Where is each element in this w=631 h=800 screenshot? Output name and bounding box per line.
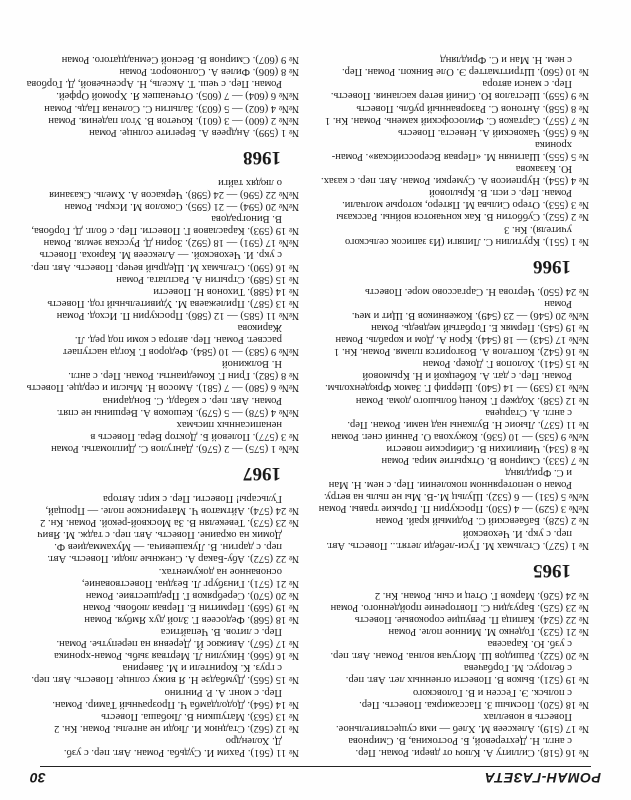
entry-line: №№ 11 (585) — 12 (586). Проскурин П. Исход. Роман bbox=[56, 309, 299, 321]
entry-continuation-line: рассвет. Роман. Пер. автора с коми под ред. Л. bbox=[74, 334, 282, 346]
entry-continuation-line: Пер. с литов. В. Чепайтиса bbox=[160, 626, 282, 638]
entry-line: № 6 (556). Чаковский А. Невеста. Повесть bbox=[398, 126, 589, 138]
issue-entry bbox=[317, 285, 589, 297]
entry-line: № 17 (567). Авижюс Й. Деревня на перепутье. Роман. bbox=[56, 638, 299, 650]
entry-line: №№ 2 (600) — 3 (601). Кочетов В. Угол падения. Роман bbox=[48, 114, 299, 126]
issue-entry bbox=[317, 601, 589, 613]
issue-entry bbox=[27, 565, 299, 589]
issue-entry bbox=[27, 685, 299, 709]
entry-line: № 15 (541). Холопов Г. Докер. Роман bbox=[422, 358, 589, 370]
entry-line: №№ 6 (604) — 7 (605). Отченашек Я. Хромой Орфей. bbox=[56, 90, 299, 102]
entry-continuation-line: с нем. Н. Ман и С. Фридлянд bbox=[440, 54, 572, 66]
issue-entry bbox=[27, 625, 299, 649]
issue-entry bbox=[27, 613, 299, 625]
entry-line: № 22 (572). Абу-Бакар А. Снежные люди. Повесть. Авт. bbox=[47, 553, 299, 565]
issue-entry bbox=[27, 114, 299, 126]
entry-continuation-line: В. Виноградова bbox=[211, 213, 282, 225]
entry-continuation-line: Жарикова bbox=[237, 322, 282, 333]
issue-entry bbox=[317, 406, 589, 430]
entry-line: № 24 (526). Марков Г. Отец и сын. Роман. Кн. 2 bbox=[374, 589, 589, 601]
issue-entry bbox=[317, 442, 589, 454]
entry-continuation-line: с белорус. М. Горбачева bbox=[463, 662, 572, 674]
entry-continuation-line: Д. Холендро bbox=[225, 734, 282, 746]
issue-entry bbox=[27, 200, 299, 212]
entry-line: №№ 9 (535) — 10 (536). Кожухова О. Ранний снег. Роман bbox=[331, 430, 589, 442]
entry-continuation-line: пер. с даргин. В. Лукашевича. — Мухаммадиев Ф. bbox=[54, 541, 282, 553]
entry-line: № 12 (538). Ходжер Г. Конец большого дома. Роман bbox=[355, 394, 589, 406]
issue-entry bbox=[317, 466, 589, 502]
issue-entry bbox=[317, 321, 589, 333]
entry-continuation-line: Роман bbox=[544, 297, 572, 309]
entry-continuation-line: Домик на окраине. Повесть. Авт. пер. с тадж. М. Явич bbox=[37, 529, 282, 541]
entry-continuation-line: основанное на документах. bbox=[158, 565, 282, 577]
entry-line: № 13 (587). Прилежаева М. Удивительный год. Повесть bbox=[47, 297, 299, 309]
issue-entry bbox=[27, 176, 299, 200]
entry-line: № 15 (565). Думбадзе Н. Я вижу солнце. Повесть. Авт. пер. bbox=[31, 674, 299, 686]
entry-continuation-line: Гульсары! Повести. Пер. с кирг. Автора bbox=[103, 493, 282, 505]
entry-continuation-line: Роман. Пер. с чеш. Т. Аксель, Н. Арсеньевой, Д. Горбова bbox=[26, 78, 282, 90]
entry-continuation-line: Пер. с манси автора bbox=[482, 78, 572, 90]
issue-entry bbox=[27, 393, 299, 417]
entry-line: №№ 5 (531) — 6 (532). Шульц М.-В. Мы не пыль на ветру. bbox=[324, 491, 589, 503]
page-number: 30 bbox=[30, 770, 46, 786]
issue-entry bbox=[317, 637, 589, 661]
entry-continuation-line: с груз. К. Коринтели и М. Заверина bbox=[122, 662, 282, 674]
issue-entry bbox=[317, 527, 589, 551]
entry-line: № 19 (593). Караславов Г. Повести. Пер. с болг. Д. Горбова, bbox=[31, 225, 299, 237]
entry-continuation-line: учителя). Кн. 3 bbox=[504, 223, 572, 235]
issue-entry bbox=[27, 528, 299, 564]
entry-line: № 17 (519). Алексеев М. Хлеб — имя существительное. bbox=[335, 722, 589, 734]
issue-entry bbox=[27, 102, 299, 114]
issue-entry bbox=[317, 661, 589, 685]
issue-entry bbox=[27, 722, 299, 734]
entry-line: № 16 (518). Силлиту А. Ключ от двери. Роман. Пер. bbox=[355, 747, 589, 758]
issue-entry bbox=[27, 53, 299, 65]
entry-continuation-line: хроника bbox=[535, 138, 572, 150]
issue-entry bbox=[27, 492, 299, 516]
entry-continuation-line: с англ. А. Старцева bbox=[485, 406, 572, 418]
entry-line: № 2 (552). Субботин В. Как кончаются войны. Рассказы bbox=[336, 211, 589, 223]
entry-line: № 24 (550). Чертова Н. Саргассово море. Повесть bbox=[365, 285, 589, 297]
entry-line: №№ 20 (594) — 21 (595). Соколов М. Искры. Роман bbox=[64, 201, 299, 213]
year-heading: 1965 bbox=[533, 559, 571, 581]
entry-line: № 9 (607). Смирнов В. Весной Семнадцатого. Роман bbox=[61, 54, 299, 66]
issue-entry bbox=[317, 297, 589, 321]
entry-line: № 14 (588). Тихонов Н. Повести bbox=[153, 285, 299, 297]
issue-entry bbox=[317, 430, 589, 442]
entry-line: №№ 13 (539) — 14 (540). Шерриф Г. Замок Фрюденхольм. bbox=[325, 382, 589, 394]
entry-line: №№ 9 (583) — 10 (584). Федоров Г. Когда наступает bbox=[62, 346, 299, 358]
issue-entry bbox=[27, 734, 299, 758]
issue-entry bbox=[317, 514, 589, 526]
entry-line: №№ 1 (575) — 2 (576). Дангулов С. Дипломаты. Роман bbox=[51, 442, 299, 454]
entry-line: № 8 (582). Грин Г. Комедианты. Роман. Пер. с англ. bbox=[68, 370, 299, 382]
issue-entry bbox=[27, 381, 299, 393]
issue-entry bbox=[317, 333, 589, 345]
year-heading: 1967 bbox=[243, 462, 281, 484]
entry-line: № 21 (571). Гинзбург Л. Бездна. Повествование, bbox=[81, 577, 299, 589]
issue-entry bbox=[27, 297, 299, 309]
entry-line: №№ 20 (546) — 23 (549). Кожевников В. Щит и меч. bbox=[351, 309, 589, 321]
entry-line: № 20 (570). Серебряков Г. Предшествие. Роман bbox=[85, 589, 299, 601]
issue-entry bbox=[317, 138, 589, 162]
entry-line: № 18 (568). Федосеев Г. Злой дух Ямбуя. Роман bbox=[84, 613, 299, 625]
entry-line: №№ 4 (602) — 5 (603). Залыгин С. Соленая Падь. Роман bbox=[44, 102, 299, 114]
entry-line: №№ 6 (580) — 7 (581). Амосов Н. Мысли и сердце. Повесть bbox=[26, 382, 299, 394]
issue-entry bbox=[27, 309, 299, 321]
year-heading: 1966 bbox=[533, 255, 571, 277]
issue-entry bbox=[317, 77, 589, 101]
entry-line: № 18 (520). Посмыш З. Пассажирка. Повесть. Пер. bbox=[359, 698, 589, 710]
entry-line: № 24 (574). Айтматов Ч. Материнское поле. — Прощай, bbox=[45, 505, 299, 517]
issue-entry bbox=[317, 589, 589, 601]
issue-entry bbox=[317, 454, 589, 466]
entry-line: № 2 (528). Бабаевский С. Родимый край. Роман bbox=[375, 515, 589, 527]
entry-line: № 11 (561). Рахим И. Судьба. Роман. Авт. пер. с узб. bbox=[63, 747, 299, 758]
entry-line: № 1 (551). Крутилин С. Липяги (Из записок сельского bbox=[345, 235, 589, 247]
issue-entry bbox=[317, 210, 589, 222]
entry-continuation-line: Н. Волжиной bbox=[221, 358, 282, 370]
entry-line: №№ 3 (529) — 4 (530). Проскурин П. Горькие травы. Роман bbox=[318, 503, 589, 515]
entry-line: № 8 (534). Чивилихин В. Сибирские повести bbox=[386, 442, 589, 454]
entry-continuation-line: Роман. Пер. с дат. А. Кобецкой и Н. Крымовой bbox=[362, 370, 572, 382]
entry-continuation-line: пер. с укр. И. Чеховской bbox=[462, 527, 572, 539]
entry-continuation-line: с укр. И. Чеховской. — Алексеев М. Карюха. Повесть bbox=[39, 249, 282, 261]
issue-entry bbox=[317, 126, 589, 138]
entry-continuation-line: и С. Фридлянд bbox=[505, 467, 572, 479]
entry-line: № 8 (606). Филев А. Солноворот. Роман bbox=[119, 66, 299, 78]
issue-entry bbox=[317, 114, 589, 126]
entry-line: № 16 (566). Никулин Л. Мертвая зыбь. Роман-хроника bbox=[54, 650, 299, 662]
entry-line: № 23 (525). Баруздин С. Повторение пройденного. Роман bbox=[330, 601, 589, 613]
issue-entry bbox=[317, 734, 589, 758]
entry-continuation-line: Роман. Пер. с исп. В. Крыловой bbox=[429, 187, 572, 199]
entry-continuation-line: о людях тайги bbox=[218, 176, 282, 188]
issue-entry bbox=[317, 625, 589, 637]
entry-line: №№ 17 (543) — 18 (544). Крон А. Дом и корабль. Роман bbox=[335, 334, 589, 346]
entry-continuation-line: с польск. Э. Гессен и В. Головского bbox=[412, 686, 572, 698]
issue-entry bbox=[317, 345, 589, 357]
entry-line: № 9 (559). Шесталов Ю. Синий ветер каслания. Повесть. bbox=[330, 90, 589, 102]
issue-entry bbox=[317, 222, 589, 246]
entry-line: № 4 (554). Нурпеисов А. Сумерки. Роман. Авт. пер. с казах. bbox=[321, 175, 589, 187]
issue-entry bbox=[27, 589, 299, 601]
issue-entry bbox=[27, 649, 299, 661]
entry-line: № 13 (563). Матушкин В. Любаша. Повесть bbox=[101, 710, 299, 722]
issue-entry bbox=[27, 357, 299, 381]
entry-line: № 11 (537). Льюис Н. Вулканы над нами. Роман. Пер. bbox=[347, 418, 589, 430]
entry-line: № 3 (553). Отеро Сильва М. Пятеро, которые молчали. bbox=[342, 199, 589, 211]
entry-line: № 19 (545). Пермяк Е. Горбатый медведь. Роман bbox=[371, 322, 589, 333]
issue-entry bbox=[27, 273, 299, 285]
issue-entry bbox=[317, 613, 589, 625]
issue-entry bbox=[27, 418, 299, 442]
entry-line: № 10 (560). Штриттматтер Э. Оле Бинкоп. Роман. Пер. bbox=[341, 66, 589, 78]
issue-entry bbox=[317, 102, 589, 114]
header-rule bbox=[40, 766, 591, 767]
right-column bbox=[27, 53, 299, 758]
issue-entry bbox=[317, 357, 589, 369]
entry-continuation-line: с англ. Н. Дехтеревой, Б. Ростокина, В. Смирнова bbox=[348, 734, 572, 746]
entry-line: № 7 (557). Сартаков С. Философский камень. Роман. Кн. 1 bbox=[324, 114, 589, 126]
entry-line: №№ 4 (578) — 5 (579). Кешоков А. Вершины не спят. bbox=[56, 406, 299, 418]
entry-line: № 5 (555). Шагинян М. «Первая Всероссийская». Роман- bbox=[331, 150, 589, 162]
entry-continuation-line: Ю. Казакова bbox=[515, 163, 572, 175]
entry-line: № 1 (599). Андреев А. Берегите солнце. Роман bbox=[89, 126, 299, 138]
issue-entry bbox=[27, 65, 299, 77]
entry-continuation-line: ненаписанных письмах bbox=[176, 418, 282, 430]
left-column bbox=[317, 53, 589, 758]
issue-entry bbox=[317, 710, 589, 734]
entry-line: № 23 (573). Тевекелян В. За Москвой-рекой. Роман. Кн. 2 bbox=[40, 517, 299, 529]
entry-line: № 7 (533). Смирнов В. Открытие мира. Роман bbox=[381, 455, 589, 467]
issue-entry bbox=[27, 321, 299, 357]
entry-continuation-line: Роман. Авт. пер. с кабард. С. Бондарина bbox=[102, 394, 282, 406]
entry-continuation-line: Пер. с монг. А. Р. Рингино bbox=[164, 686, 282, 698]
entry-line: №№ 17 (591) — 18 (592). Зорин Д. Русская земля. Роман bbox=[43, 237, 299, 249]
issue-entry bbox=[27, 285, 299, 297]
entry-line: №№ 22 (596) — 24 (598). Черкасов А. Хмель. Сказания bbox=[49, 188, 299, 200]
issue-entry bbox=[27, 248, 299, 272]
entry-line: № 14 (564). Додолдамба Ч. Прозрачный Тамир. Роман. bbox=[52, 698, 299, 710]
entry-line: № 20 (522). Рашидов Ш. Могучая волна. Роман. Авт. пер. bbox=[330, 650, 589, 662]
issue-entry bbox=[27, 710, 299, 722]
issue-entry bbox=[317, 393, 589, 405]
year-heading: 1968 bbox=[243, 146, 281, 168]
entry-line: № 19 (521). Быков В. Повести огненных лет. Авт. пер. bbox=[345, 674, 589, 686]
issue-entry bbox=[27, 516, 299, 528]
issue-entry bbox=[27, 442, 299, 454]
issue-entry bbox=[317, 502, 589, 514]
entry-line: № 8 (558). Антонов С. Разорванный рубль. Повесть bbox=[356, 102, 589, 114]
entry-line: № 15 (589). Стрыгин А. Расплата. Роман bbox=[116, 273, 299, 285]
issue-entry bbox=[317, 369, 589, 393]
issue-entry bbox=[27, 77, 299, 101]
issue-entry bbox=[317, 53, 589, 77]
entry-line: № 21 (523). Годенко М. Минное поле. Роман bbox=[388, 626, 589, 638]
entry-continuation-line: с узб. Ю. Карасева bbox=[487, 638, 572, 650]
entry-line: № 3 (577). Полевой Б. Доктор Вера. Повесть в bbox=[90, 430, 299, 442]
entry-continuation-line: Повесть в новеллах bbox=[483, 710, 572, 722]
issue-entry bbox=[27, 126, 299, 138]
issue-entry bbox=[27, 601, 299, 613]
entry-line: № 19 (569). Пермитин Е. Первая любовь. Роман bbox=[83, 601, 299, 613]
entry-line: № 22 (524). Капица П. Ревущие сороковые. Повесть bbox=[354, 613, 589, 625]
issue-entry bbox=[317, 162, 589, 186]
issue-entry bbox=[317, 186, 589, 210]
issue-entry bbox=[27, 236, 299, 248]
running-header-title: РОМАН-ГАЗЕТА bbox=[484, 770, 601, 786]
issue-entry bbox=[27, 212, 299, 236]
issue-entry bbox=[27, 661, 299, 685]
entry-continuation-line: Роман о непотерянном поколении. Пер. с нем. Н. Ман bbox=[328, 479, 572, 491]
entry-line: № 12 (562). Стаднюк И. Люди не ангелы. Роман. Кн. 2 bbox=[54, 722, 299, 734]
entry-line: № 1 (527). Стельмах М. Гуси-лебеди летят... Повесть. Авт. bbox=[326, 539, 589, 551]
entry-line: № 16 (590). Стельмах М. Щедрый вечер. Повесть. Авт. пер. bbox=[30, 261, 299, 273]
issue-entry bbox=[317, 685, 589, 709]
entry-line: № 16 (542). Коптелов А. Возгорится пламя. Роман. Кн. 1 bbox=[333, 346, 589, 358]
